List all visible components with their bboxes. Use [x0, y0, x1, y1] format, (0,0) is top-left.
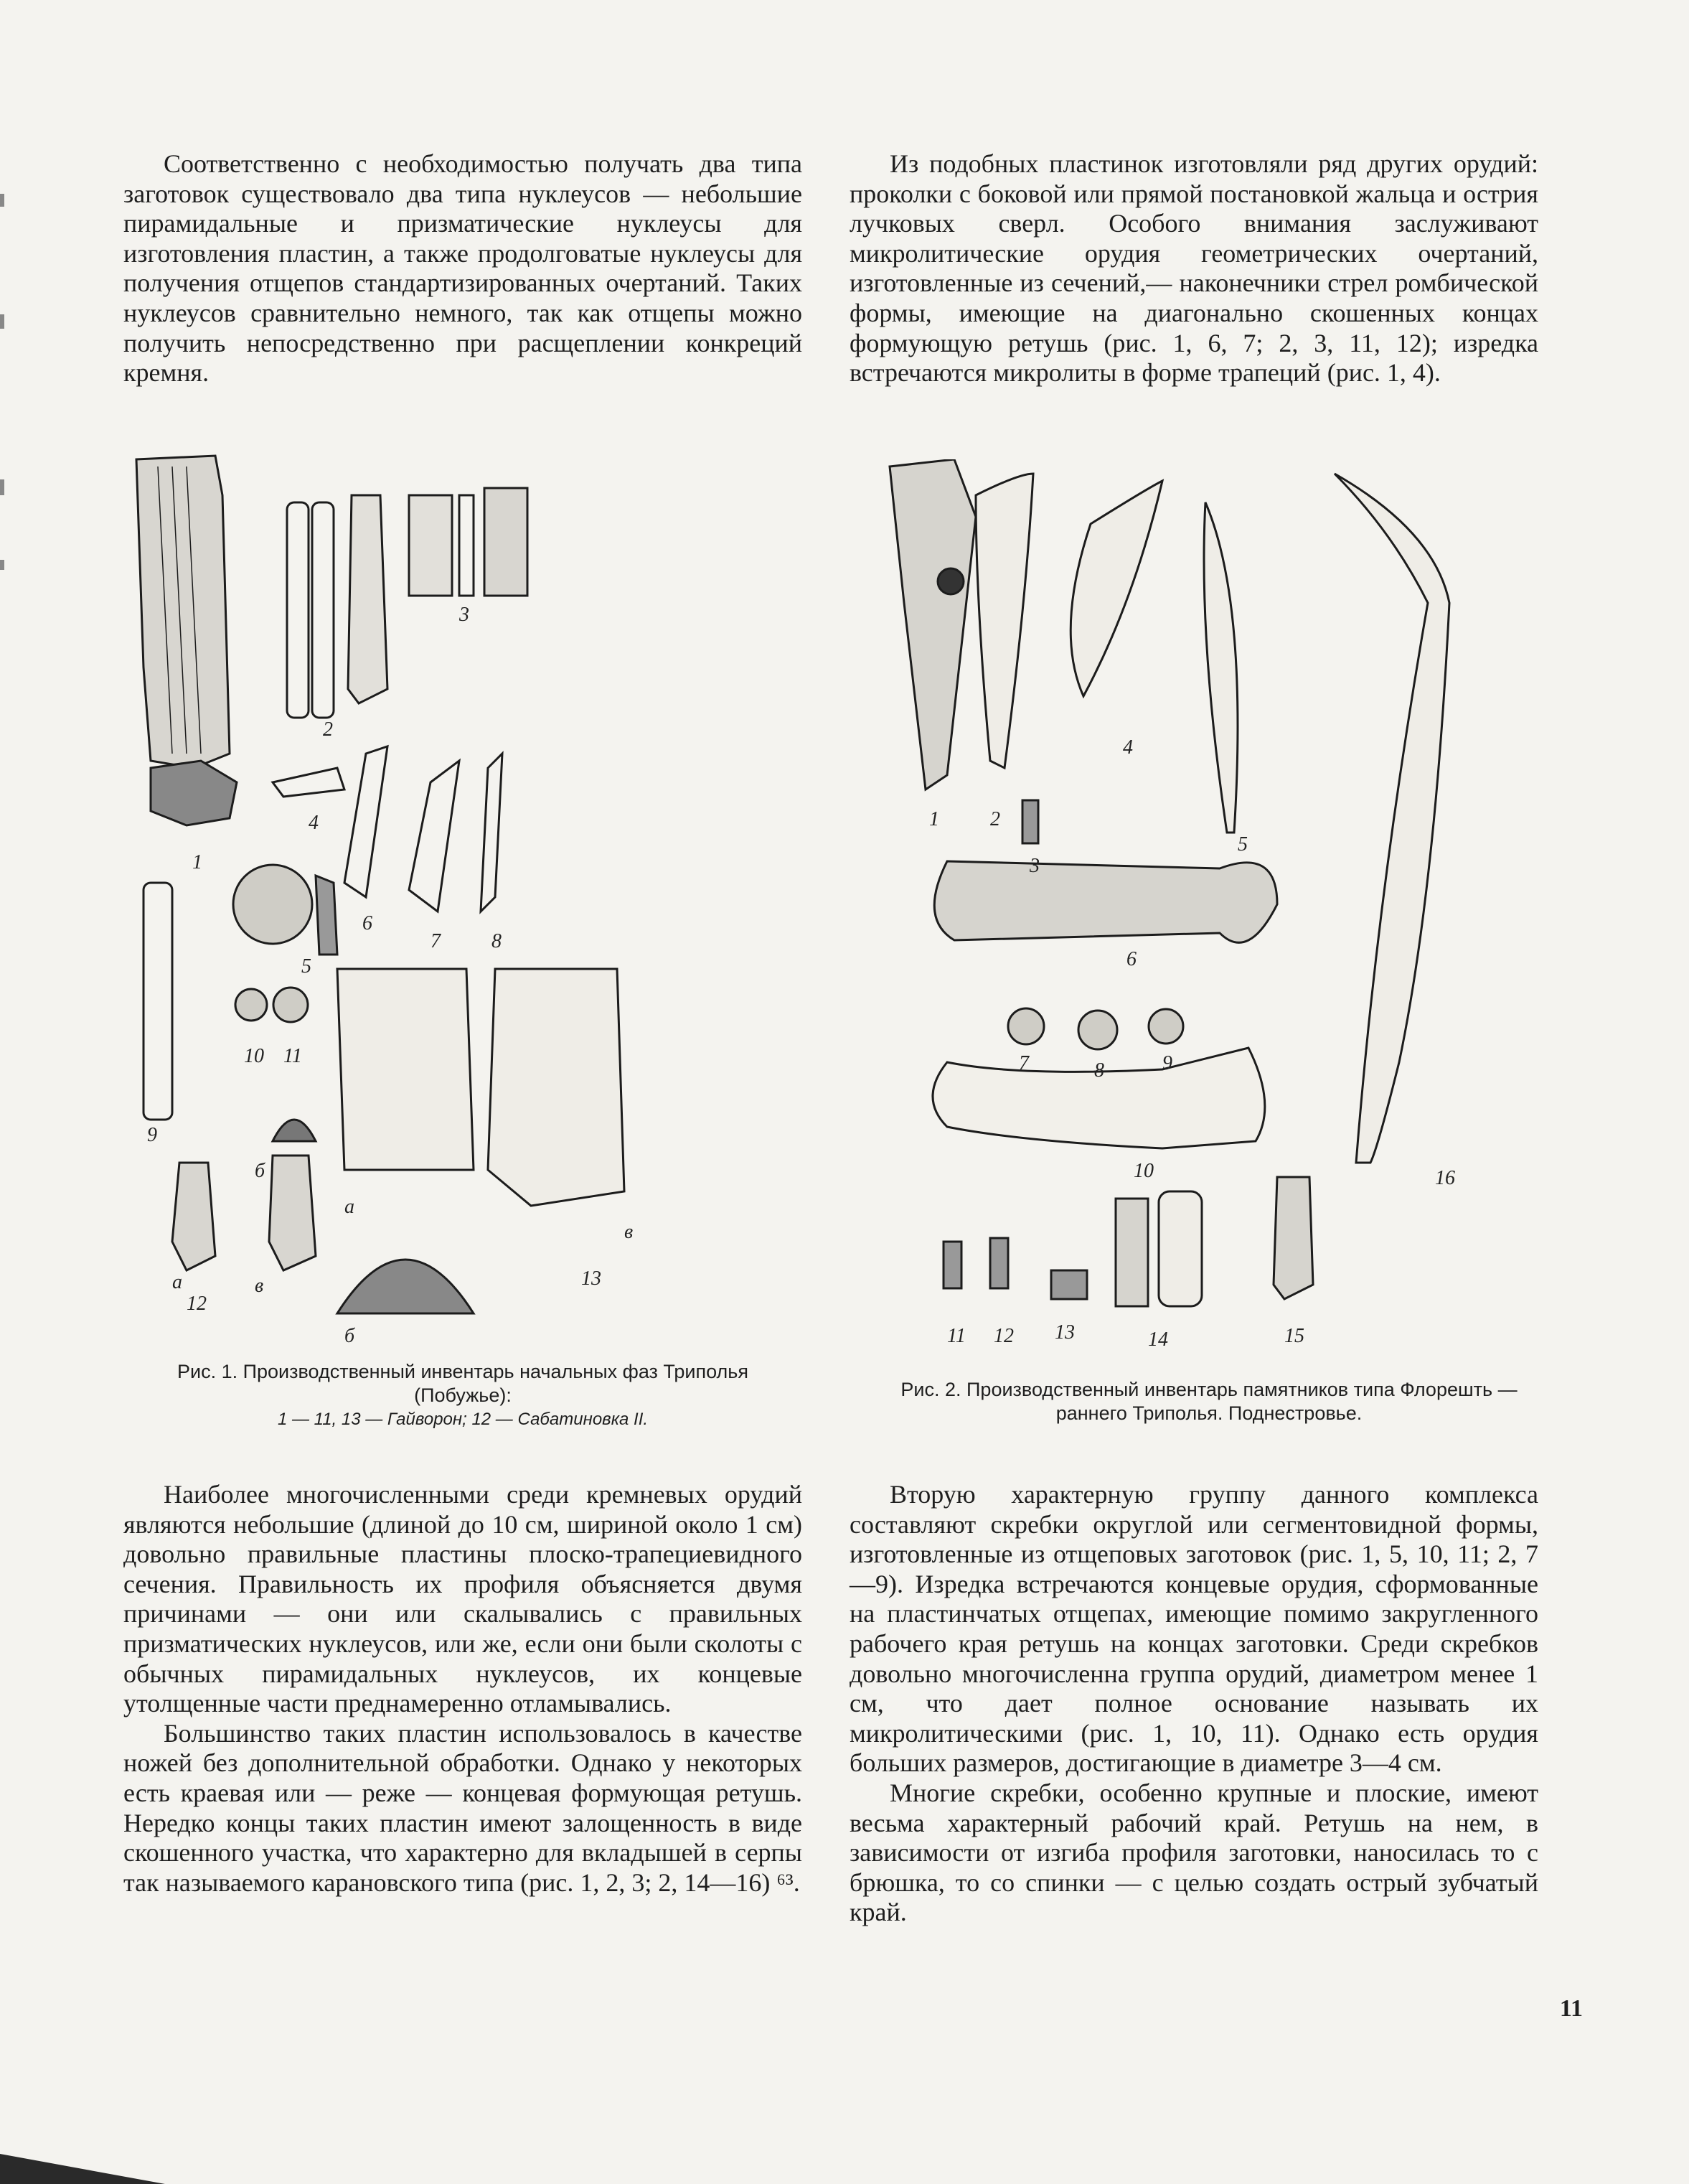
- svg-text:10: 10: [1134, 1160, 1154, 1182]
- svg-text:10: 10: [244, 1045, 264, 1067]
- scan-mark: [0, 194, 4, 207]
- svg-text:3: 3: [459, 604, 469, 626]
- artifact-4-trapeze: [273, 768, 344, 797]
- paragraph: Наиболее многочисленными среди кремневых орудий являются небольшие (длиной до 10 см, шириной около 1 см) довольно правильные пластины плоско-трапециевидного сечения. Правильность их профиля объясняется двумя причинами — они или скалывались с правильных призматических нуклеусов, или же, если они были сколоты с обычных пирамидальных нуклеусов, их концевые утолщенные части преднамеренно отламывались.: [123, 1480, 802, 1718]
- caption-line: Рис. 1. Производственный инвентарь начальных фаз Триполья (Побужье):: [177, 1361, 748, 1406]
- artifact-2-blade: [287, 502, 309, 718]
- svg-text:8: 8: [491, 930, 502, 952]
- artifact-14-sickle-insert: [1159, 1191, 1202, 1306]
- artifact-7-scraper: [1008, 1008, 1044, 1044]
- paragraph: Из подобных пластинок изготовляли ряд других орудий: проколки с боковой или прямой постановкой жальца и острия лучковых сверл. Особого внимания заслуживают микролитические орудия геометрических очертаний, изготовленные из сечений,— наконечники стрел ромбической формы, имеющие на диагонально скошенных концах формующую ретушь (рис. 1, 6, 7; 2, 3, 11, 12); изредка встречаются микролиты в форме трапеций (рис. 1, 4).: [850, 149, 1538, 388]
- artifact-6-bone: [934, 861, 1277, 942]
- artifact-6-rhomb: [344, 746, 387, 897]
- svg-text:7: 7: [1019, 1052, 1029, 1074]
- artifact-4-tooth: [1071, 481, 1162, 696]
- artifact-13-adze: [488, 969, 624, 1206]
- text-column-left-top: [123, 149, 802, 388]
- paragraph: Соответственно с необходимостью получать два типа заготовок существовало два типа нуклеусов — небольшие пирамидальные и призматические нуклеусы для изготовления пластин, а также продолговатые нуклеусы для получения отщепов стандартизированных очертаний. Таких нуклеусов сравнительно немного, так как отщепы можно получить непосредственно при расщеплении конкреций кремня.: [123, 149, 802, 388]
- artifact-3-insert: [1022, 800, 1038, 843]
- scan-mark: [0, 560, 4, 570]
- artifact-3-insert: [409, 495, 452, 596]
- artifact-13-section: [337, 1260, 474, 1313]
- artifact-5-scraper: [233, 865, 312, 944]
- svg-text:4: 4: [1123, 736, 1133, 759]
- svg-text:11: 11: [283, 1045, 302, 1067]
- artifact-1-bone-tool: [890, 459, 976, 789]
- artifact-2-blade: [312, 502, 334, 718]
- svg-text:2: 2: [990, 808, 1000, 830]
- svg-text:6: 6: [1126, 948, 1137, 970]
- text-column-right-bottom: [850, 1480, 1538, 1928]
- paragraph: Большинство таких пластин использовалось в качестве ножей без дополнительной обработки. Однако у некоторых есть краевая или — реже — концевая формующая ретушь. Нередко концы таких пластин имеют залощенность в виде скошенного участка, что характерно для вкладышей в серпы так называемого карановского типа (рис. 1, 2, 3; 2, 14—16) ⁶³.: [123, 1718, 802, 1897]
- svg-text:6: 6: [362, 912, 372, 934]
- artifact-1-nucleus: [136, 456, 230, 768]
- svg-text:в: в: [255, 1275, 264, 1297]
- text-column-left-bottom: [123, 1480, 802, 1898]
- svg-text:б: б: [255, 1160, 265, 1182]
- artifact-5-profile: [316, 876, 337, 955]
- artifact-12-tool: [269, 1156, 316, 1270]
- figure-1-caption: [129, 1360, 796, 1431]
- svg-text:3: 3: [1030, 855, 1040, 877]
- artifact-7-rhomb: [409, 761, 459, 911]
- artifact-16-sickle: [1335, 474, 1449, 1163]
- svg-text:13: 13: [1055, 1321, 1075, 1344]
- artifact-5-tooth: [1204, 502, 1238, 833]
- artifact-15-sickle-insert: [1274, 1177, 1313, 1299]
- svg-text:1: 1: [192, 851, 202, 873]
- artifact-13-adze: [337, 969, 474, 1170]
- svg-text:4: 4: [309, 812, 319, 834]
- svg-text:2: 2: [323, 718, 333, 741]
- figure-1-drawing: [129, 452, 796, 1346]
- svg-text:15: 15: [1284, 1325, 1304, 1347]
- figure-2-drawing: [875, 459, 1543, 1353]
- artifact-9-blade: [144, 883, 172, 1120]
- artifact-8-scraper: [1078, 1011, 1117, 1049]
- artifact-11-insert: [944, 1242, 961, 1288]
- svg-text:13: 13: [581, 1267, 601, 1290]
- page-number: 11: [1559, 1995, 1583, 2022]
- figure-2-caption: [872, 1378, 1546, 1425]
- artifact-11-scraper: [273, 988, 308, 1022]
- svg-text:14: 14: [1148, 1328, 1168, 1351]
- svg-text:5: 5: [1238, 833, 1248, 856]
- svg-text:7: 7: [431, 930, 441, 952]
- artifact-2-tooth: [976, 474, 1033, 768]
- svg-text:9: 9: [147, 1124, 157, 1146]
- svg-text:а: а: [344, 1196, 354, 1218]
- artifact-8-blade: [481, 754, 502, 911]
- svg-text:12: 12: [994, 1325, 1014, 1347]
- artifact-12-section: [273, 1120, 316, 1141]
- scan-mark: [0, 314, 4, 329]
- svg-text:12: 12: [187, 1293, 207, 1315]
- svg-text:16: 16: [1435, 1167, 1455, 1189]
- caption-line: Рис. 2. Производственный инвентарь памятников типа Флорешть — раннего Триполья. Поднестровье.: [900, 1379, 1518, 1424]
- paragraph: Многие скребки, особенно крупные и плоские, имеют весьма характерный рабочий край. Ретушь на нем, в зависимости от изгиба профиля заготовки, наносилась то с брюшка, то со спинки — с целью создать острый зубчатый край.: [850, 1778, 1538, 1927]
- artifact-9-scraper: [1149, 1009, 1183, 1044]
- scan-corner-mark: [0, 2141, 165, 2184]
- scan-mark: [0, 479, 4, 495]
- caption-subline: 1 — 11, 13 — Гайворон; 12 — Сабатиновка II.: [277, 1410, 649, 1429]
- svg-text:5: 5: [301, 955, 311, 978]
- artifact-12-tool: [172, 1163, 215, 1270]
- artifact-1-section: [151, 761, 237, 825]
- svg-text:в: в: [624, 1221, 634, 1243]
- artifact-14-sickle-insert: [1116, 1199, 1148, 1306]
- svg-text:а: а: [172, 1271, 182, 1293]
- artifact-3-insert: [484, 488, 527, 596]
- artifact-3-insert: [459, 495, 474, 596]
- svg-text:9: 9: [1162, 1052, 1172, 1074]
- svg-text:б: б: [344, 1325, 355, 1346]
- artifact-12-insert: [990, 1238, 1008, 1288]
- paragraph: Вторую характерную группу данного комплекса составляют скребки округлой или сегментовидной формы, изготовленные из отщеповых заготовок (рис. 1, 5, 10, 11; 2, 7—9). Изредка встречаются концевые орудия, сформованные на пластинчатых отщепах, имеющие помимо закругленного рабочего края ретушь на концах заготовки. Среди скребков довольно многочисленна группа орудий, диаметром менее 1 см, что дает полное основание называть их микролитическими (рис. 1, 10, 11). Однако есть орудия больших размеров, достигающие в диаметре 3—4 см.: [850, 1480, 1538, 1778]
- svg-text:1: 1: [929, 808, 939, 830]
- artifact-13-insert: [1051, 1270, 1087, 1299]
- text-column-right-top: [850, 149, 1538, 388]
- artifact-2-blade: [348, 495, 387, 703]
- artifact-10-scraper: [235, 989, 267, 1021]
- svg-text:11: 11: [947, 1325, 966, 1347]
- svg-text:8: 8: [1094, 1059, 1104, 1082]
